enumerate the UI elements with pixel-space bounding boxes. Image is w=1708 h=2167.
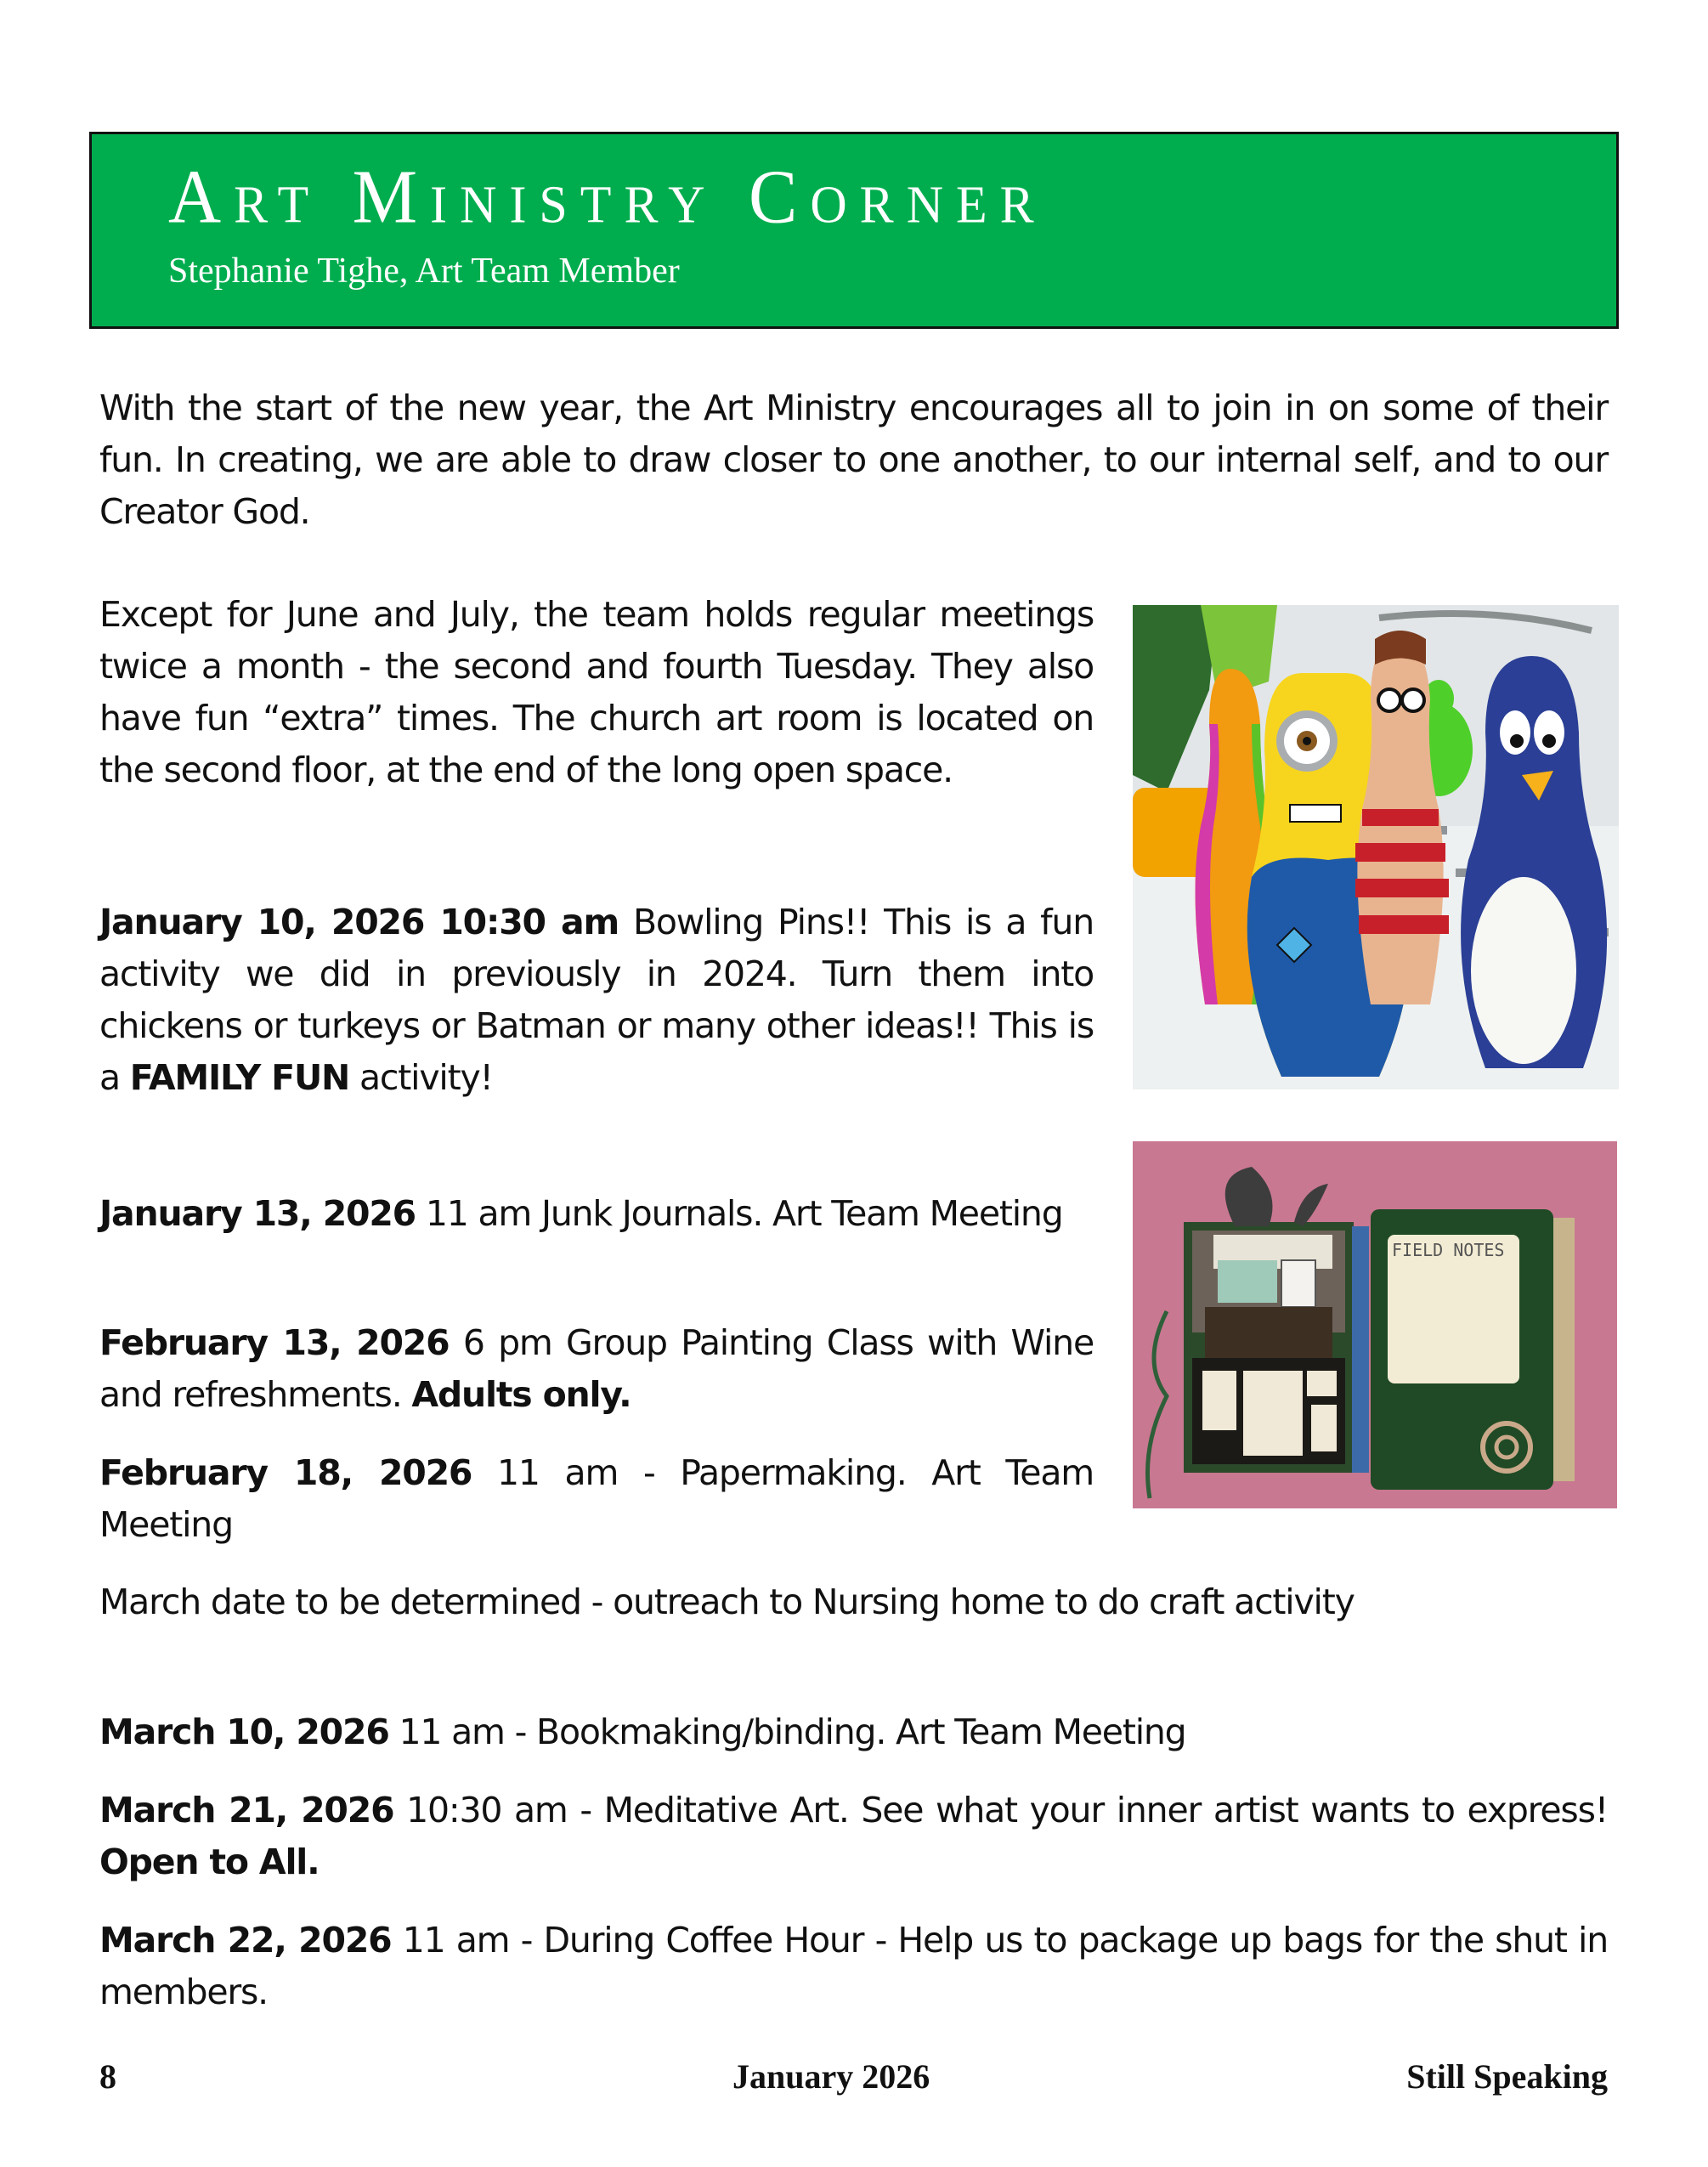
event-text: March date to be determined - outreach to Nursing home to do craft activity: [99, 1581, 1355, 1622]
event-item: [99, 1576, 1608, 1628]
publication-name: Still Speaking: [1406, 2057, 1608, 2096]
event-item: [99, 897, 1094, 1104]
event-item: [99, 1785, 1608, 1888]
bowling-pins-photo: [1133, 605, 1619, 1089]
event-item: [99, 1447, 1094, 1551]
event-date: February 13, 2026: [99, 1322, 450, 1363]
event-text: 6 pm Group Painting Class with Wine and refreshments.: [99, 1322, 1094, 1415]
event-text: 11 am - During Coffee Hour - Help us to package up bags for the shut in members.: [99, 1920, 1609, 2012]
event-date: March 21, 2026: [99, 1790, 394, 1830]
section-title: Art Ministry Corner: [168, 153, 1047, 240]
event-text: 11 am - Bookmaking/binding. Art Team Meeting: [388, 1712, 1186, 1752]
event-date: January 10, 2026 10:30 am: [99, 902, 619, 942]
junk-journal-photo: [1133, 1141, 1617, 1508]
page-footer: [99, 2057, 1608, 2108]
event-item: [99, 1915, 1608, 2018]
event-text: Bowling Pins!! This is a fun activity we did in previously in 2024. Turn them into chickens or turkeys or Batman or many other ideas!! This is a: [99, 902, 1094, 1098]
junk-journal-illustration: [1133, 1141, 1617, 1508]
event-emphasis: Adults only.: [411, 1374, 631, 1415]
event-emphasis: FAMILY FUN: [129, 1057, 350, 1098]
event-text: 11 am - Papermaking. Art Team Meeting: [99, 1452, 1094, 1545]
event-date: March 10, 2026: [99, 1712, 389, 1752]
event-item: [99, 1188, 1094, 1240]
event-date: February 18, 2026: [99, 1452, 472, 1493]
page-number: 8: [99, 2057, 116, 2096]
issue-date: January 2026: [732, 2057, 930, 2096]
bowling-pins-illustration: [1133, 605, 1619, 1089]
schedule-paragraph: Except for June and July, the team holds regular meetings twice a month - the second and fourth Tuesday. They also have fun “extra” times. The church art room is located on the second floor, at the end of the long open space.: [99, 594, 1094, 790]
tile-ribbon: [1352, 1226, 1369, 1473]
event-text: 10:30 am - Meditative Art. See what your inner artist wants to express!: [393, 1790, 1608, 1830]
intro-paragraph: With the start of the new year, the Art Ministry encourages all to join in on some of their fun. In creating, we are able to draw closer to one another, to our internal self, and to our Creator God.: [99, 388, 1608, 532]
event-text: 11 am Junk Journals. Art Team Meeting: [416, 1193, 1063, 1234]
event-emphasis: Open to All.: [99, 1842, 320, 1882]
event-item: [99, 1317, 1094, 1421]
field-notes-label: FIELD NOTES: [1392, 1240, 1505, 1260]
event-text-tail: activity!: [349, 1057, 493, 1098]
section-header-banner: [89, 132, 1619, 329]
event-date: January 13, 2026: [99, 1193, 416, 1234]
event-item: [99, 1706, 1608, 1758]
event-date: March 22, 2026: [99, 1920, 392, 1960]
byline: Stephanie Tighe, Art Team Member: [168, 252, 680, 291]
